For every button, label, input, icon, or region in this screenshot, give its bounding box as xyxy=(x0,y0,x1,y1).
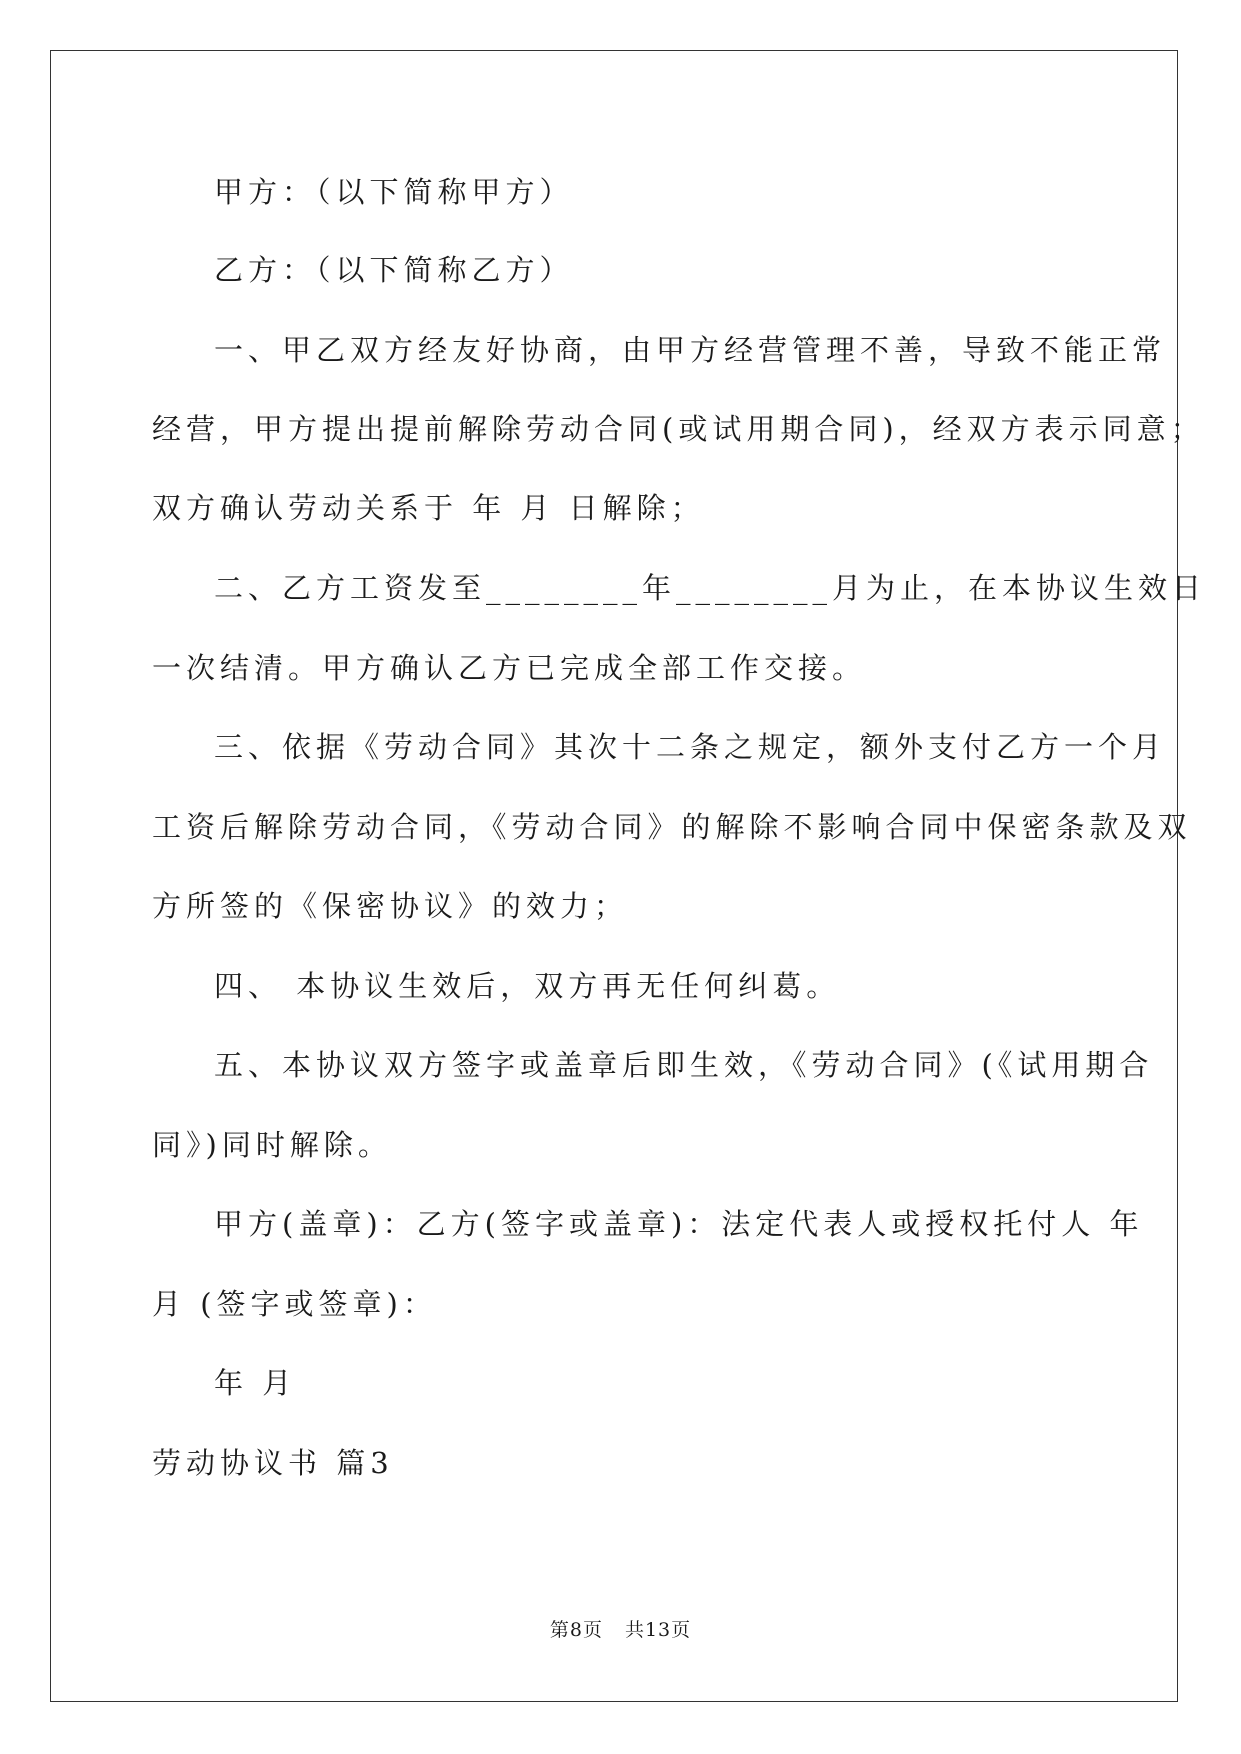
clause-3-line-2: 工资后解除劳动合同，《劳动合同》的解除不影响合同中保密条款及双 xyxy=(152,810,1192,844)
page-number: 第8页 xyxy=(549,1619,603,1641)
signature-line-1: 甲方(盖章)：乙方(签字或盖章)：法定代表人或授权托付人 年 xyxy=(214,1207,1144,1241)
page-total: 共13页 xyxy=(624,1619,692,1641)
clause-3-line-1: 三、依据《劳动合同》其次十二条之规定，额外支付乙方一个月 xyxy=(214,730,1167,764)
clause-3-line-3: 方所签的《保密协议》的效力； xyxy=(152,889,629,923)
clause-4-line-1: 四、 本协议生效后，双方再无任何纠葛。 xyxy=(214,969,841,1003)
party-a-line: 甲方：（以下简称甲方） xyxy=(214,175,574,209)
date-line: 年 月 xyxy=(214,1366,297,1400)
signature-line-2: 月 (签字或签章)： xyxy=(152,1287,437,1321)
clause-1-line-2: 经营，甲方提出提前解除劳动合同(或试用期合同)，经双方表示同意； xyxy=(152,412,1205,446)
page-footer xyxy=(0,1615,1241,1642)
clause-5-line-1: 五、本协议双方签字或盖章后即生效，《劳动合同》(《试用期合 xyxy=(214,1048,1154,1082)
clause-5-line-2: 同》)同时解除。 xyxy=(152,1128,392,1162)
clause-1-line-1: 一、甲乙双方经友好协商，由甲方经营管理不善，导致不能正常 xyxy=(214,333,1167,367)
clause-1-line-3: 双方确认劳动关系于 年 月 日解除； xyxy=(152,491,705,525)
party-b-line: 乙方：（以下简称乙方） xyxy=(214,253,574,287)
section-heading: 劳动协议书 篇3 xyxy=(152,1446,394,1480)
clause-2-line-2: 一次结清。甲方确认乙方已完成全部工作交接。 xyxy=(152,651,867,685)
clause-2-line-1: 二、乙方工资发至________年________月为止，在本协议生效日 xyxy=(214,571,1207,605)
